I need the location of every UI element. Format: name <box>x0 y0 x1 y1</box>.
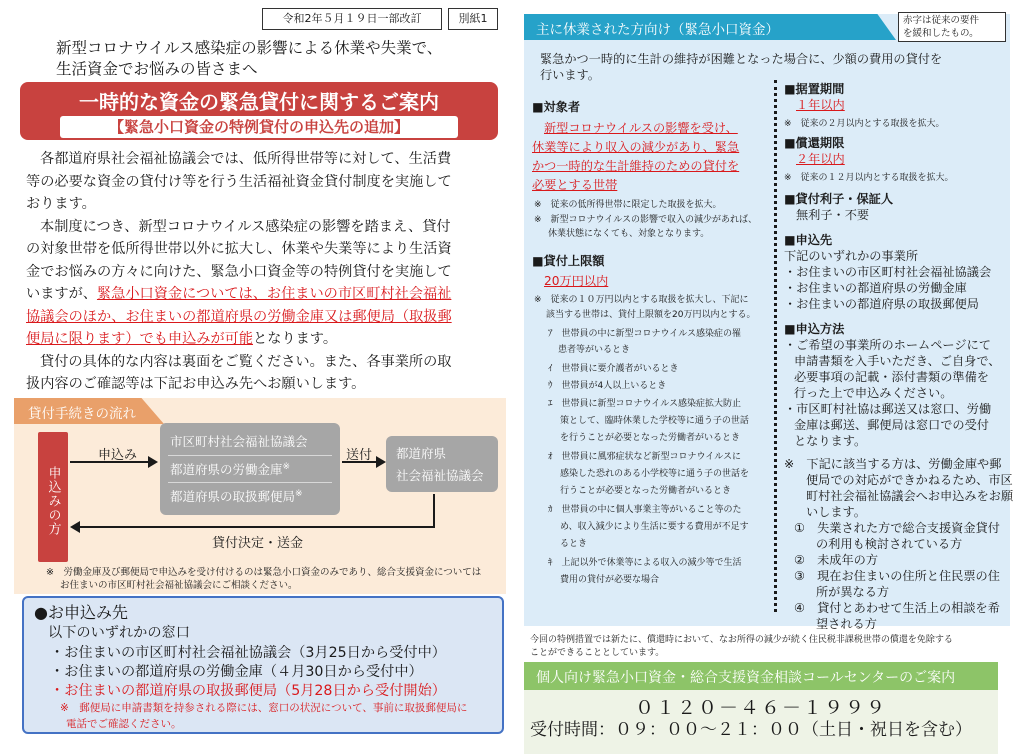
window-post-office <box>170 487 303 505</box>
contact-sub: 以下のいずれかの窓口 <box>48 625 190 641</box>
body-p3-line1: 貸付の具体的な内容は裏面をご覧ください。また、各事業所の取 <box>40 354 452 370</box>
apply-arrow-head <box>148 456 158 468</box>
limit-case-a1: ｱ 世帯員の中に新型コロナウイルス感染症の罹 <box>548 329 741 339</box>
repay-note: ※ 従来の１２月以内とする取扱を拡大。 <box>784 173 954 183</box>
limit-case-ki2: 費用の貸付が必要な場合 <box>560 575 660 585</box>
prefecture-label: 都道府県 <box>396 446 447 461</box>
limit-case-a2: 患者等がいるとき <box>558 345 631 355</box>
callcenter-phone: ０１２０－４６－１９９９ <box>634 697 887 719</box>
red-text-legend-line1: 赤字は従来の要件 <box>903 15 980 26</box>
send-arrow-head <box>376 456 386 468</box>
contact-note-line1: ※ 郵便局に申請書類を持参される際には、窓口の状況について、事前に取扱郵便局に <box>60 702 468 714</box>
apply-to-line1: 下記のいずれかの事業所 <box>784 249 919 263</box>
window-divider-2 <box>168 482 332 483</box>
contact-title: ●お申込み先 <box>34 603 128 622</box>
flow-title: 貸付手続きの流れ <box>28 406 136 422</box>
limit-case-ka3: るとき <box>560 539 588 549</box>
grace-title: ■据置期間 <box>784 82 845 96</box>
limit-case-o2: 感染した恐れのある小学校等に通う子の世話を <box>560 469 750 479</box>
apply-to-line2: ・お住まいの市区町村社会福祉協議会 <box>784 265 992 279</box>
limit-case-ka1: ｶ 世帯員の中に個人事業主等がいること等のた <box>548 505 742 515</box>
method-note1: ※ 下記に該当する方は、労働金庫や郵 <box>784 457 1002 471</box>
prefecture-council-label: 社会福祉協議会 <box>396 468 484 483</box>
window-municipal-council: 市区町村社会福祉協議会 <box>170 434 308 449</box>
method-case-1a: ① 失業された方で総合支援資金貸付 <box>794 521 1000 535</box>
repay-title: ■償還期限 <box>784 136 845 150</box>
body-p2-highlight-2: 協議会のほか、お住まいの都道府県の労働金庫又は郵便局（取扱郵 <box>26 309 452 325</box>
target-line1: 新型コロナウイルスの影響を受け、 <box>544 121 738 135</box>
target-line2: 休業等により収入の減少があり、緊急 <box>532 140 740 154</box>
contact-item-3: ・お住まいの都道府県の取扱郵便局（5月28日から受付開始） <box>50 683 446 699</box>
special-measure-note-line1: 今回の特例措置では新たに、償還時において、なお所得の減少が続く住民税非課税世帯の償還を免除する <box>530 635 953 645</box>
special-measure-note-line2: ことができることとしています。 <box>530 648 665 658</box>
column-divider <box>774 80 777 612</box>
send-label: 送付 <box>346 448 373 463</box>
contact-note-line2: 電話でご確認ください。 <box>66 718 182 730</box>
method-case-4a: ④ 貸付とあわせて生活上の相談を希 <box>794 601 1000 615</box>
limit-title: ■貸付上限額 <box>532 254 605 268</box>
method-case-3a: ③ 現在お住まいの住所と住民票の住 <box>794 569 1000 583</box>
method-note4: いします。 <box>806 505 866 519</box>
method-title: ■申込方法 <box>784 322 845 336</box>
apply-label: 申込み <box>98 448 138 463</box>
right-header-title: 主に休業された方向け（緊急小口資金） <box>536 22 779 38</box>
contact-item-1: ・お住まいの市区町村社会福祉協議会（3月25日から受付中） <box>50 645 446 661</box>
body-p2-line2: の対象世帯を低所得世帯以外に拡大し、休業や失業等により生活資 <box>26 241 452 257</box>
method-note2: 便局での対応ができかねるため、市区 <box>806 473 1013 487</box>
red-text-legend <box>898 12 1006 42</box>
body-p2-line3: 金でお悩みの方々に向けた、緊急小口資金等の特例貸付を実施して <box>26 264 452 280</box>
repay-value: ２年以内 <box>796 152 845 166</box>
decision-label: 貸付決定・送金 <box>212 536 304 551</box>
window-post-office-label: 都道府県の取扱郵便局 <box>170 489 296 504</box>
target-line4: 必要とする世帯 <box>532 178 618 192</box>
method-case-3b: 所が異なる方 <box>816 585 890 599</box>
body-p1-line3: おります。 <box>26 196 96 212</box>
limit-note1: ※ 従来の１０万円以内とする取扱を拡大し、下記に <box>534 295 749 305</box>
annex-label-box: 別紙1 <box>448 8 498 30</box>
contact-item-2: ・お住まいの都道府県の労働金庫（４月30日から受付中） <box>50 664 423 680</box>
revision-date-box: 令和2年５月１９日一部改訂 <box>262 8 442 30</box>
lead-line2: 行います。 <box>540 68 600 82</box>
window-labour-bank-label: 都道府県の労働金庫 <box>170 462 283 477</box>
limit-case-i: ｲ 世帯員に要介護者がいるとき <box>548 364 679 374</box>
red-text-legend-line2: を緩和したもの。 <box>903 28 979 39</box>
main-title: 一時的な資金の緊急貸付に関するご案内 <box>79 90 439 114</box>
callcenter-hours: 受付時間：０９：００～２１：００（土日・祝日を含む） <box>530 720 972 740</box>
sub-title: 【緊急小口資金の特例貸付の申込先の追加】 <box>60 116 458 138</box>
method-case-1b: の利用も検討されている方 <box>816 537 963 551</box>
applicant-label: 申込みの方 <box>45 466 61 536</box>
body-p2-line1: 本制度につき、新型コロナウイルス感染症の影響を踏まえ、貸付 <box>40 219 451 235</box>
body-p2-line4-start: いますが、 <box>26 286 97 302</box>
method-line7: となります。 <box>794 434 867 448</box>
decision-arrow-head <box>70 521 80 533</box>
flow-note-line1: ※ 労働金庫及び郵便局で申込みを受け付けるのは緊急小口資金のみであり、総合支援資金については <box>46 567 482 578</box>
method-note3: 町村社会福祉協議会へお申込みをお願 <box>806 489 1014 503</box>
limit-case-e3: を行うことが必要となった労働者がいるとき <box>560 433 741 443</box>
body-p3-line2: 扱内容のご確認等は下記お申込み先へお願いします。 <box>26 376 366 392</box>
apply-to-line4: ・お住まいの都道府県の取扱郵便局 <box>784 297 979 311</box>
limit-case-u: ｳ 世帯員が4人以上いるとき <box>548 381 667 391</box>
window-labour-bank-mark: ※ <box>282 461 291 472</box>
flow-note-line2: お住まいの市区町村社会福祉協議会にご相談ください。 <box>60 580 298 591</box>
window-post-office-mark: ※ <box>295 488 303 499</box>
method-line6: 金庫は郵送、郵便局は窓口での受付 <box>794 418 989 432</box>
body-p1-line2: 等の必要な資金の貸付け等を行う生活福祉資金貸付制度を実施して <box>26 174 452 190</box>
limit-case-e2: 策として、臨時休業した学校等に通う子の世話 <box>560 416 749 426</box>
method-line4: 行った上で申込みください。 <box>794 386 953 400</box>
interest-title: ■貸付利子・保証人 <box>784 192 894 206</box>
body-p1-line1: 各都道府県社会福祉協議会では、低所得世帯等に対して、生活費 <box>40 151 452 167</box>
grace-note: ※ 従来の２月以内とする取扱を拡大。 <box>784 119 945 129</box>
limit-note2: 該当する世帯は、貸付上限額を20万円以内とする。 <box>546 310 756 320</box>
interest-value: 無利子・不要 <box>796 208 870 222</box>
window-labour-bank <box>170 460 290 478</box>
method-case-2: ② 未成年の方 <box>794 553 879 567</box>
apply-to-title: ■申込先 <box>784 233 833 247</box>
body-p2-highlight-3: 便局に限ります）でも申込みが可能 <box>26 331 254 347</box>
callcenter-title: 個人向け緊急小口資金・総合支援資金相談コールセンターのご案内 <box>536 670 956 686</box>
intro-line-1: 新型コロナウイルス感染症の影響による休業や失業で、 <box>56 39 443 57</box>
lead-line1: 緊急かつ一時的に生計の維持が困難となった場合に、少額の費用の貸付を <box>540 52 943 66</box>
target-note3: 休業状態になくても、対象となります。 <box>548 229 710 239</box>
grace-value: １年以内 <box>796 98 845 112</box>
limit-case-o1: ｵ 世帯員に風邪症状など新型コロナウイルスに <box>548 452 741 462</box>
body-p2-line6-end: となります。 <box>253 331 338 347</box>
limit-case-ka2: め、収入減少により生活に要する費用が不足す <box>560 522 749 532</box>
limit-value: 20万円以内 <box>544 274 609 288</box>
method-line2: 申請書類を入手いただき、ご自身で、 <box>794 354 1001 368</box>
apply-to-line3: ・お住まいの都道府県の労働金庫 <box>784 281 967 295</box>
window-divider-1 <box>168 455 332 456</box>
target-note1: ※ 従来の低所得世帯に限定した取扱を拡大。 <box>534 200 722 210</box>
method-case-4b: 望される方 <box>816 617 877 631</box>
limit-case-e1: ｴ 世帯員に新型コロナウイルス感染症拡大防止 <box>548 399 741 409</box>
method-line5: ・市区町村社協は郵送又は窓口、労働 <box>784 402 992 416</box>
limit-case-o3: 行うことが必要となった労働者がいるとき <box>560 486 732 496</box>
intro-line-2: 生活資金でお悩みの皆さまへ <box>56 60 258 78</box>
target-title: ■対象者 <box>532 100 581 114</box>
target-line3: かつ一時的な生計維持のための貸付を <box>532 159 740 173</box>
method-line1: ・ご希望の事業所のホームページにて <box>784 338 991 352</box>
method-line3: 必要事項の記載・添付書類の準備を <box>794 370 989 384</box>
target-note2: ※ 新型コロナウイルスの影響で収入の減少があれば、 <box>534 215 758 225</box>
limit-case-ki1: ｷ 上記以外で休業等による収入の減少等で生活 <box>548 558 742 568</box>
body-p2-highlight-1: 緊急小口資金については、お住まいの市区町村社会福祉 <box>96 286 452 302</box>
